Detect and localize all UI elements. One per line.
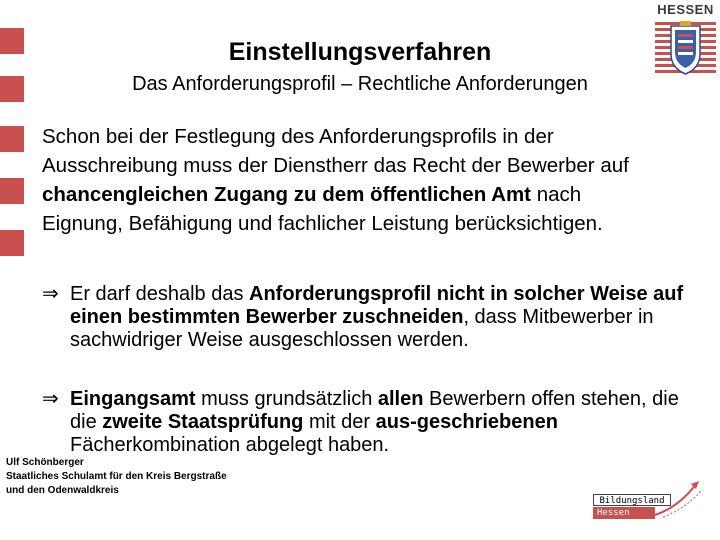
- implies-arrow-icon: ⇒: [42, 388, 59, 410]
- emphasis-segment: Eingangsamt: [70, 388, 196, 410]
- slide-subtitle: Das Anforderungsprofil – Rechtliche Anforderungen: [132, 73, 588, 95]
- text-segment: muss grundsätzlich: [195, 388, 378, 410]
- footer-region: und den Odenwaldkreis: [6, 485, 119, 496]
- footer-office: Staatliches Schulamt für den Kreis Bergstraße: [6, 471, 227, 482]
- bildungsland-logo: [593, 479, 705, 521]
- slide-title: Einstellungsverfahren: [228, 38, 492, 66]
- text-segment: , dass Mitbewerber in sachwidriger Weise ausgeschlossen werden.: [70, 306, 654, 351]
- text-segment: nach Eignung, Befähigung und fachlicher Leistung berücksichtigen.: [42, 183, 603, 235]
- text-segment: Fächerkombination abgelegt haben.: [70, 434, 390, 456]
- decor-bar-4: [0, 178, 24, 204]
- emphasis-segment: chancengleichen Zugang zu dem öffentlichen Amt: [42, 183, 532, 206]
- decor-bar-3: [0, 126, 24, 152]
- author-footer: [6, 456, 227, 498]
- text-segment: Bewerbern offen stehen, die die: [70, 388, 679, 433]
- emphasis-segment: allen: [377, 388, 424, 410]
- implies-arrow-icon: ⇒: [42, 283, 59, 305]
- decor-bar-5: [0, 230, 24, 256]
- text-segment: Schon bei der Festlegung des Anforderungsprofils in der Ausschreibung muss der Dienstherr das Recht der Bewerber auf: [42, 125, 629, 177]
- bullet-item-2: [42, 388, 702, 457]
- intro-paragraph: [42, 122, 662, 238]
- text-segment: Er darf deshalb das: [70, 283, 249, 305]
- bullet-item-1: [42, 283, 702, 352]
- hessen-label: Hessen: [593, 507, 655, 519]
- emphasis-segment: Anforderungsprofil nicht in solcher Weise auf einen bestimmten Bewerber zuschneiden: [70, 283, 684, 328]
- hessen-logo-text: HESSEN: [657, 2, 714, 17]
- text-segment: mit der: [303, 411, 376, 433]
- footer-name: Ulf Schönberger: [6, 457, 84, 468]
- emphasis-segment: aus-geschriebenen: [375, 411, 558, 433]
- bildungsland-label: Bildungsland: [593, 494, 671, 506]
- emphasis-segment: zweite Staatsprüfung: [102, 411, 304, 433]
